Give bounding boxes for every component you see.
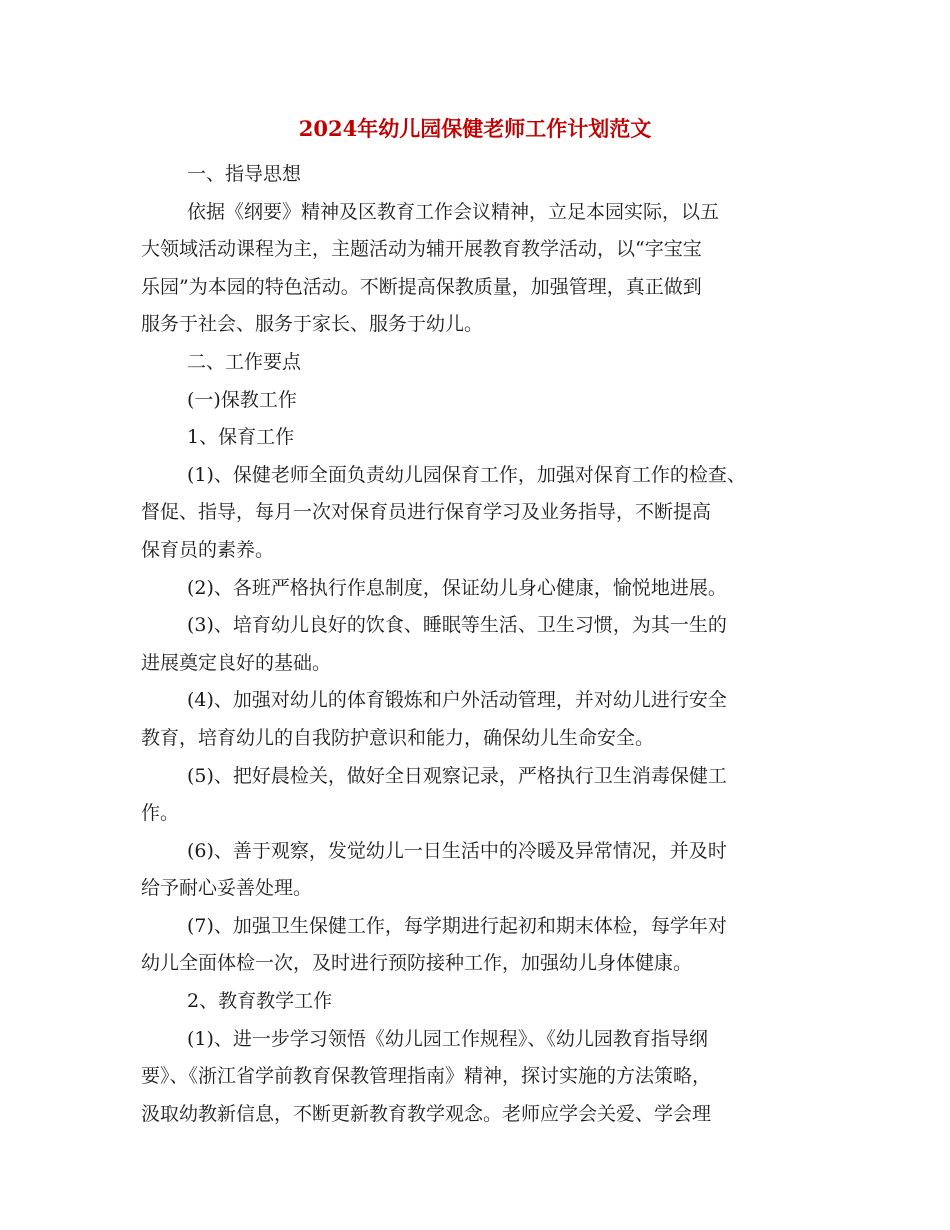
text-line: 要》、《浙江省学前教育保教管理指南》精神，探讨实施的方法策略， <box>141 1065 712 1088</box>
text-line: 进展奠定良好的基础。 <box>141 651 332 674</box>
text-line: (5)、把好晨检关，做好全日观察记录，严格执行卫生消毒保健工 <box>187 764 727 787</box>
text-line: 汲取幼教新信息，不断更新教育教学观念。老师应学会关爱、学会理 <box>141 1102 712 1125</box>
text-line: 1、保育工作 <box>187 426 295 449</box>
text-line: (4)、加强对幼儿的体育锻炼和户外活动管理，并对幼儿进行安全 <box>187 689 727 712</box>
text-line: 2、教育教学工作 <box>187 990 333 1013</box>
text-line: (一)保教工作 <box>187 388 297 411</box>
text-line: 幼儿全面体检一次，及时进行预防接种工作，加强幼儿身体健康。 <box>141 952 693 975</box>
document-title: 2024年幼儿园保健老师工作计划范文 <box>298 116 652 141</box>
text-line: (2)、各班严格执行作息制度，保证幼儿身心健康，愉悦地进展。 <box>187 576 727 599</box>
text-line: (3)、培育幼儿良好的饮食、睡眠等生活、卫生习惯，为其一生的 <box>187 614 727 637</box>
text-line: 二、工作要点 <box>187 350 302 373</box>
text-line: (7)、加强卫生保健工作，每学期进行起初和期末体检，每学年对 <box>187 914 727 937</box>
text-line: 督促、指导，每月一次对保育员进行保育学习及业务指导，不断提高 <box>141 501 712 524</box>
text-line: 乐园”为本园的特色活动。不断提高保教质量，加强管理，真正做到 <box>141 275 702 298</box>
text-line: 教育，培育幼儿的自我防护意识和能力，确保幼儿生命安全。 <box>141 726 655 749</box>
text-line: 保育员的素养。 <box>141 538 275 561</box>
text-line: 大领域活动课程为主，主题活动为辅开展教育教学活动，以“字宝宝 <box>141 238 702 261</box>
text-line: 给予耐心妥善处理。 <box>141 877 313 900</box>
document-body <box>141 156 841 1133</box>
text-line: 一、指导思想 <box>187 163 302 185</box>
text-line: (1)、保健老师全面负责幼儿园保育工作，加强对保育工作的检查、 <box>187 463 746 486</box>
text-line: 服务于社会、服务于家长、服务于幼儿。 <box>141 313 484 336</box>
text-line: (6)、善于观察，发觉幼儿一日生活中的冷暖及异常情况，并及时 <box>187 839 727 862</box>
text-line: 作。 <box>141 802 180 825</box>
text-line: (1)、进一步学习领悟《幼儿园工作规程》、《幼儿园教育指导纲 <box>187 1027 708 1050</box>
text-line: 依据《纲要》精神及区教育工作会议精神，立足本园实际，以五 <box>187 200 720 223</box>
